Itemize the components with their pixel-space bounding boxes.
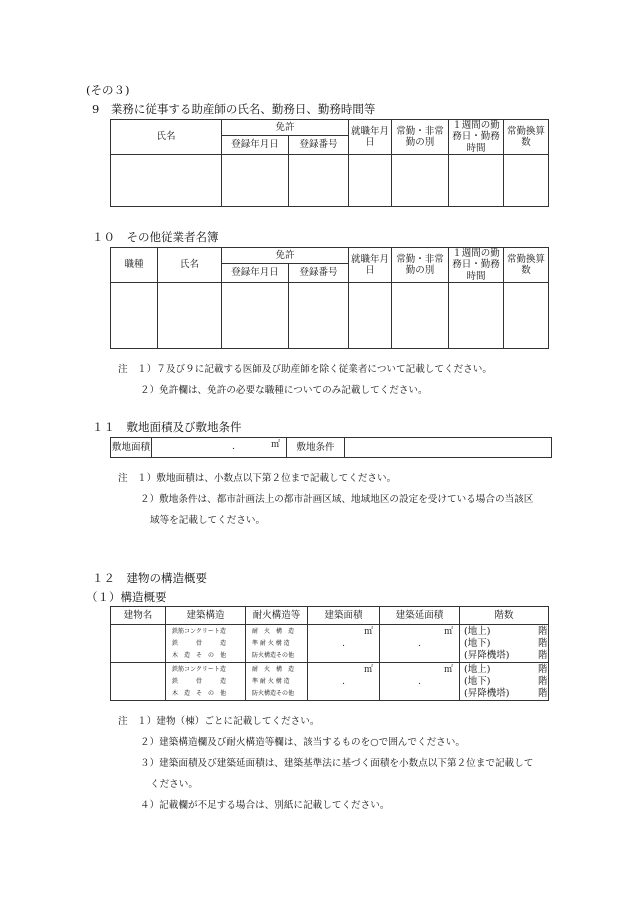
s11-note-2: ２）敷地条件は、都市計画法上の都市計画区域、地域地区の設定を受けている場合の当該区 — [140, 494, 534, 505]
s10-note-1: 注 １）７及び９に記載する医師及び助産師を除く従業者について記載してください。 — [118, 364, 492, 375]
hdr-reg-date: 登録年月日 — [222, 264, 289, 283]
site-area-value[interactable]: . ㎡ — [152, 438, 287, 458]
section-9-heading: 9 業務に従事する助産師の氏名、勤務日、勤務時間等 — [92, 102, 376, 116]
hdr-total: 建築延面積 — [380, 607, 460, 625]
table-row[interactable]: 鉄筋コンクリート造 鉄 骨 造 木 造 そ の 他 耐 火 構 造 準 耐 火 構 造 防火構造その他 ㎡ . ㎡ . (地上) 階 (地下) 階 (昇降機塔) 階 — [111, 663, 549, 701]
section-11-heading: １１ 敷地面積及び敷地条件 — [92, 420, 242, 434]
site-cond-label: 敷地条件 — [287, 438, 345, 458]
section-10-heading: １０ その他従業者名簿 — [92, 230, 219, 244]
hdr-name: 氏名 — [111, 120, 222, 155]
hdr-struct: 建築構造 — [166, 607, 246, 625]
section-12-sub: （１）構造概要 — [86, 590, 167, 604]
hdr-weekly: １週間の勤務日・勤務時間 — [449, 120, 504, 155]
hdr-name: 氏名 — [158, 248, 222, 283]
section-12-heading: １２ 建物の構造概要 — [92, 571, 207, 585]
hdr-fulltime: 常勤・非常勤の別 — [392, 120, 449, 155]
hdr-reg-no: 登録番号 — [289, 136, 349, 155]
page-label: (その３) — [86, 83, 130, 97]
hdr-reg-date: 登録年月日 — [222, 136, 289, 155]
s12-note-3b: ください。 — [150, 779, 198, 790]
hdr-license: 免許 — [222, 248, 349, 264]
building-table — [110, 606, 549, 701]
hdr-conv: 常勤換算数 — [504, 120, 549, 155]
table-row[interactable]: 鉄筋コンクリート造 鉄 骨 造 木 造 そ の 他 耐 火 構 造 準 耐 火 構 造 防火構造その他 ㎡ . ㎡ . (地上) 階 (地下) 階 (昇降機塔) 階 — [111, 625, 549, 663]
hdr-conv: 常勤換算数 — [504, 248, 549, 283]
hdr-reg-no: 登録番号 — [289, 264, 349, 283]
hdr-hire: 就職年月日 — [349, 248, 392, 283]
hdr-floors: 階数 — [460, 607, 549, 625]
hdr-bldg: 建物名 — [111, 607, 166, 625]
hdr-job: 職種 — [111, 248, 158, 283]
s11-note-1: 注 １）敷地面積は、小数点以下第２位まで記載してください。 — [118, 473, 397, 484]
s12-note-1: 注 １）建物（棟）ごとに記載してください。 — [118, 716, 320, 727]
site-cond-value[interactable] — [345, 438, 552, 458]
table-row[interactable] — [111, 155, 549, 207]
s12-note-2: ２）建築構造欄及び耐火構造等欄は、該当するものを○で囲んでください。 — [140, 737, 465, 748]
site-area-label: 敷地面積 — [111, 438, 152, 458]
hdr-area: 建築面積 — [308, 607, 380, 625]
hdr-fire: 耐火構造等 — [246, 607, 308, 625]
hdr-fulltime: 常勤・非常勤の別 — [392, 248, 449, 283]
s10-note-2: ２）免許欄は、免許の必要な職種についてのみ記載してください。 — [140, 385, 428, 396]
s11-note-2b: 域等を記載してください。 — [150, 515, 266, 526]
s12-note-3: ３）建築面積及び建築延面積は、建築基準法に基づく面積を小数点以下第２位まで記載して — [140, 758, 534, 769]
hdr-hire: 就職年月日 — [349, 120, 392, 155]
s12-note-4: ４）記載欄が不足する場合は、別紙に記載してください。 — [140, 800, 390, 811]
hdr-weekly: １週間の勤務日・勤務時間 — [449, 248, 504, 283]
staff-table — [110, 247, 549, 349]
table-row[interactable] — [111, 283, 549, 349]
midwife-table — [110, 119, 549, 207]
hdr-license: 免許 — [222, 120, 349, 136]
site-table — [110, 437, 552, 458]
